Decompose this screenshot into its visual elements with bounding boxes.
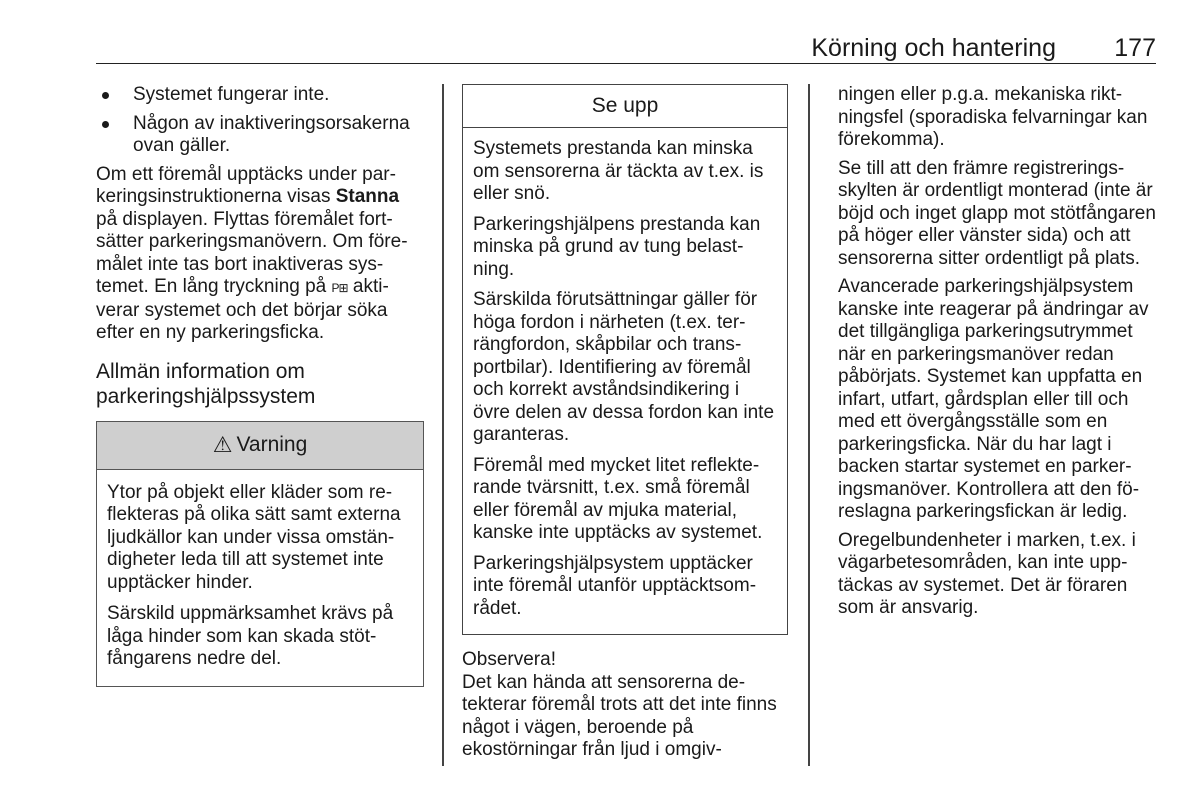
warning-paragraph: Ytor på objekt eller kläder som reflekteras på olika sätt samt externa ljudkällor kan under vissa omständigheter leda till att systemet inte upptäcker hinder. [107,481,401,593]
caution-paragraph: Föremål med mycket litet reflekterande tvärsnitt, t.ex. små föremål eller föremål av mjuka material, kanske inte upptäcks av systemet. [473,454,763,543]
list-item-text: Någon av inaktiveringsorsakerna ovan gäller. [133,112,410,156]
parking-button-icon: P⊞ [331,281,348,295]
note-title: Observera! [462,649,556,670]
warning-body [97,470,423,686]
column-middle [462,84,788,768]
section-heading: Allmän information om parkeringshjälpssystem [96,359,316,408]
column-right [838,84,1158,626]
page-header [96,33,1156,64]
caution-header: Se upp [463,85,787,128]
caution-box [462,84,788,635]
note-text: Det kan hända att sensorerna detekterar föremål trots att det inte finns något i vägen, beroende på ekostörningar från ljud i omgiv- [462,671,777,760]
bullet-icon [102,92,109,99]
caution-paragraph: Parkeringshjälpsystem upptäcker inte föremål utanför upptäcktsområdet. [473,552,757,619]
column-divider-left [442,84,444,766]
warning-header [97,422,423,470]
body-paragraph: Oregelbundenheter i marken, t.ex. i vägarbetesområden, kan inte upptäckas av systemet. Det är föraren som är ansvarig. [838,529,1136,618]
caution-paragraph: Särskilda förutsättningar gäller för höga fordon i närheten (t.ex. terrängfordon, skåpbilar och transportbilar). Identifiering av föremål och korrekt avståndsindikering i övre delen av dessa fordon kan inte garanteras. [473,289,775,445]
column-divider-right [808,84,810,766]
chapter-title: Körning och hantering [811,34,1056,62]
list-item-text: Systemet fungerar inte. [133,84,330,105]
warning-paragraph: Särskild uppmärksamhet krävs på låga hinder som kan skada stötfångarens nedre del. [107,603,394,669]
caution-paragraph: Parkeringshjälpens prestanda kan minska på grund av tung belastning. [473,213,761,280]
list-item [96,84,424,107]
display-message-stanna: Stanna [335,186,400,207]
warning-title: Varning [236,432,308,456]
body-paragraph [96,164,424,345]
list-item [96,113,424,158]
page-number: 177 [1114,34,1156,62]
body-paragraph: ningen eller p.g.a. mekaniska riktningsfel (sporadiska felvarningar kan förekomma). [838,84,1148,150]
bullet-list [96,84,424,158]
body-paragraph: Se till att den främre registreringsskylten är ordentligt monterad (inte är böjd och inget glapp mot stötfångaren på höger eller vänster sida) och att sensorerna sitter ordentligt på plats. [838,157,1156,269]
warning-triangle-icon: ⚠ [212,431,233,457]
bullet-icon [102,121,109,128]
caution-paragraph: Systemets prestanda kan minska om sensorerna är täckta av t.ex. is eller snö. [473,138,764,204]
column-left [96,84,424,687]
paragraph-text: på displayen. Flyttas föremålet fortsätter parkeringsmanövern. Om föremålet inte tas bort inaktiveras systemet. En lång tryckning på [96,208,408,297]
paragraph-text: Om ett föremål upptäcks under parkeringsinstruktionerna visas [96,163,396,207]
caution-body [463,128,787,634]
warning-box [96,421,424,687]
paragraph-text: aktiverar systemet och det börjar söka efter en ny parkeringsficka. [96,276,389,343]
body-paragraph: Avancerade parkeringshjälpsystem kanske inte reagerar på ändringar av det tillgängliga parkeringsutrymmet när en parkeringsmanöver redan påbörjats. Systemet kan uppfatta en infart, utfart, gårdsplan eller till och med ett övergångsställe som en parkeringsficka. När du har lagt i backen startar systemet en parkeringsmanöver. Kontrollera att den föreslagna parkeringsfickan är ledig. [838,276,1149,522]
